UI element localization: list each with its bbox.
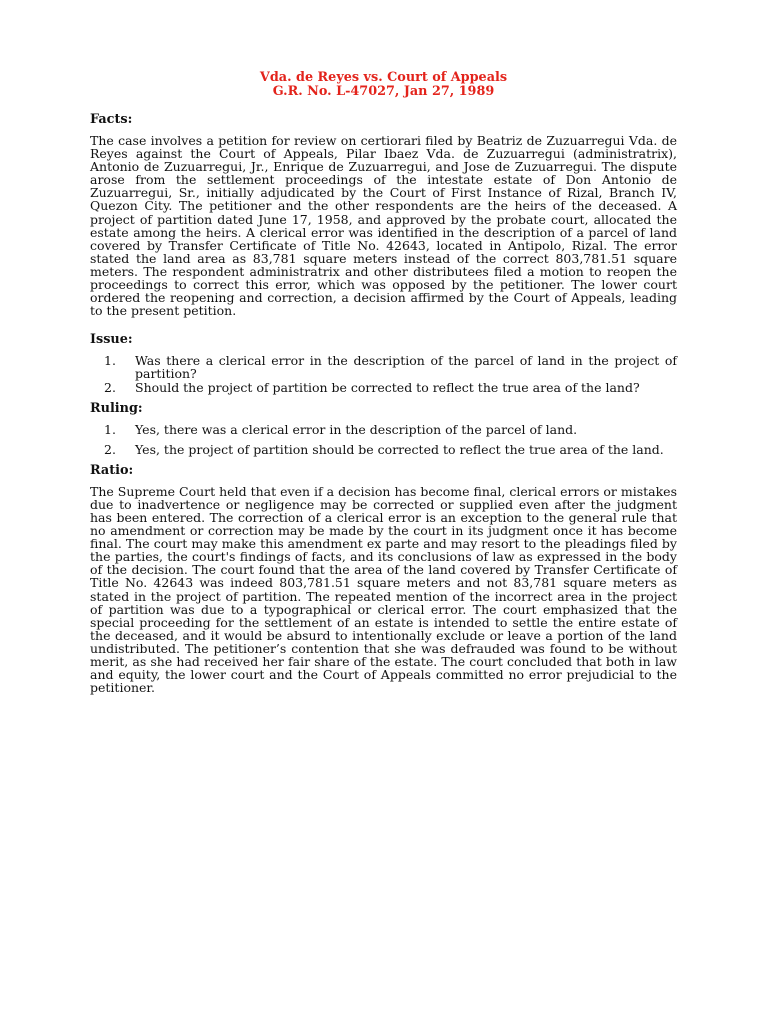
list-item: [90, 443, 677, 456]
issue-heading: Issue:: [90, 332, 133, 348]
list-item-number: 2.: [104, 379, 116, 395]
list-item: [90, 354, 677, 380]
list-item-text: Yes, there was a clerical error in the description of the parcel of land.: [135, 421, 578, 437]
case-citation: G.R. No. L-47027, Jan 27, 1989: [272, 84, 495, 99]
list-item: [90, 381, 677, 394]
list-item-number: 2.: [104, 441, 116, 457]
ruling-list: [90, 423, 677, 456]
list-item-text: Yes, the project of partition should be corrected to reflect the true area of the land.: [135, 441, 664, 457]
list-item: [90, 423, 677, 436]
document-page: [90, 70, 677, 694]
facts-text: The case involves a petition for review on certiorari filed by Beatriz de Zuzuarregui Vda. de Reyes against the Court of Appeals, Pilar Ibaez Vda. de Zuzuarregui (administratrix), Antonio de Zuzuarregui, Jr., Enrique de Zuzuarregui, and Jose de Zuzuarregui. The dispute arose from the settlement proceedings of the intestate estate of Don Antonio de Zuzuarregui, Sr., initially adjudicated by the Court of First Instance of Rizal, Branch IV, Quezon City. The petitioner and the other respondents are the heirs of the deceased. A project of partition dated June 17, 1958, and approved by the probate court, allocated the estate among the heirs. A clerical error was identified in the description of a parcel of land covered by Transfer Certificate of Title No. 42643, located in Antipolo, Rizal. The error stated the land area as 83,781 square meters instead of the correct 803,781.51 square meters. The respondent administratrix and other distributees filed a motion to reopen the proceedings to correct this error, which was opposed by the petitioner. The lower court ordered the reopening and correction, a decision affirmed by the Court of Appeals, leading to the present petition.: [90, 133, 677, 319]
facts-heading: Facts:: [90, 112, 133, 127]
list-item-number: 1.: [104, 353, 116, 369]
issue-list: [90, 354, 677, 393]
ratio-text: The Supreme Court held that even if a decision has become final, clerical errors or mistakes due to inadvertence or negligence may be corrected or supplied even after the judgment has been entered. The correction of a clerical error is an exception to the general rule that no amendment or correction may be made by the court in its judgment once it has become final. The court may make this amendment ex parte and may resort to the pleadings filed by the parties, the court's findings of facts, and its conclusions of law as expressed in the body of the decision. The court found that the area of the land covered by Transfer Certificate of Title No. 42643 was indeed 803,781.51 square meters and not 83,781 square meters as stated in the project of partition. The repeated mention of the incorrect area in the project of partition was due to a typographical or clerical error. The court emphasized that the special proceeding for the settlement of an estate is intended to settle the entire estate of the deceased, and it would be absurd to intentionally exclude or leave a portion of the land undistributed. The petitioner’s contention that she was defrauded was found to be without merit, as she had received her fair share of the estate. The court concluded that both in law and equity, the lower court and the Court of Appeals committed no error prejudicial to the petitioner.: [90, 483, 677, 696]
list-item-text: Should the project of partition be corrected to reflect the true area of the land?: [135, 379, 640, 395]
list-item-number: 1.: [104, 421, 116, 437]
case-title: Vda. de Reyes vs. Court of Appeals: [259, 70, 508, 85]
ruling-heading: Ruling:: [90, 400, 143, 416]
list-item-text: Was there a clerical error in the description of the parcel of land in the project of partition?: [135, 353, 677, 382]
ratio-heading: Ratio:: [90, 462, 134, 478]
